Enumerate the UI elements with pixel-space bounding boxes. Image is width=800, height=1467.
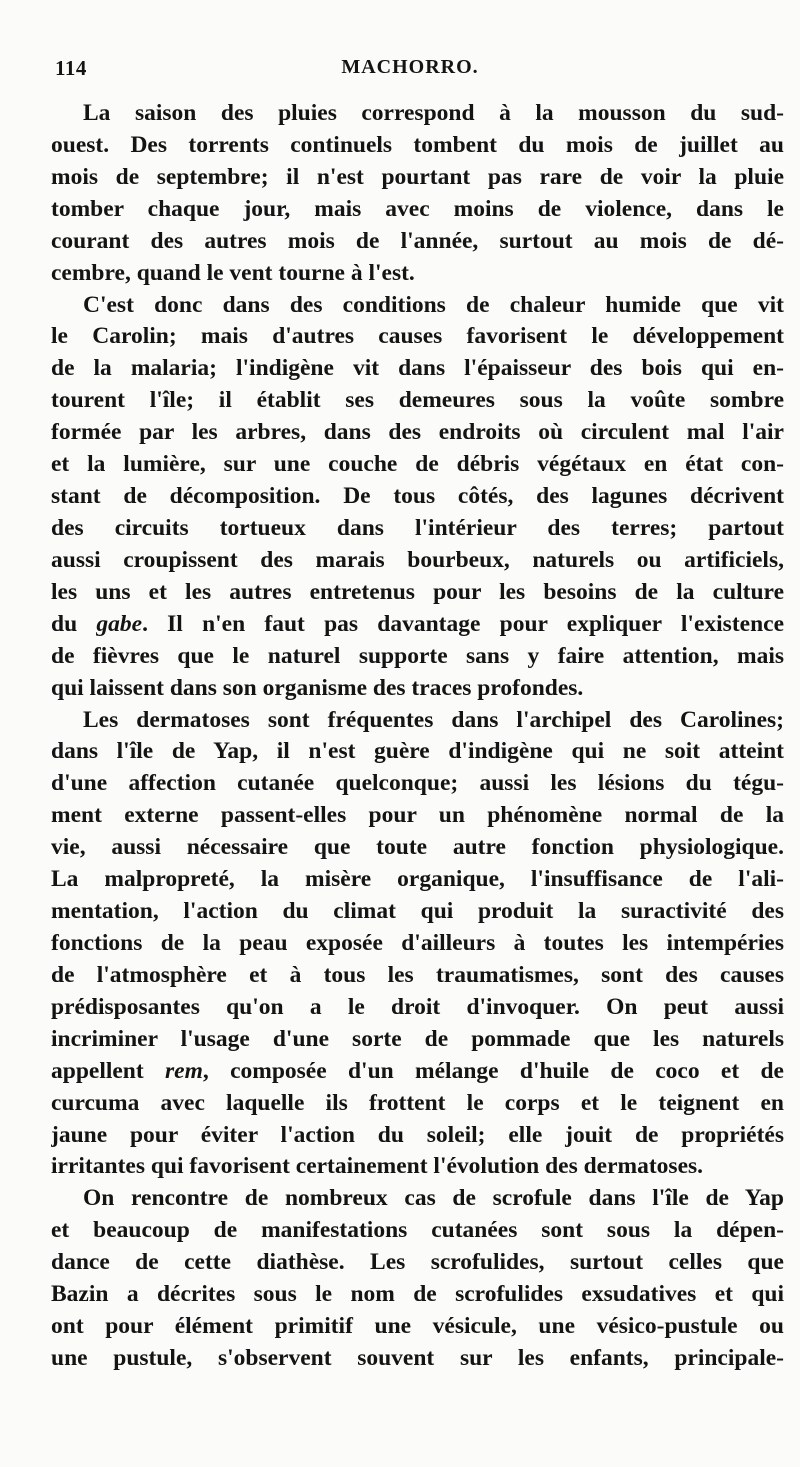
text-line: de la malaria; l'indigène vit dans l'épaisseur des bois qui en- xyxy=(51,355,784,382)
text-line: courant des autres mois de l'année, surtout au mois de dé- xyxy=(51,227,784,254)
text-line: fonctions de la peau exposée d'ailleurs à toutes les intempéries xyxy=(51,929,784,956)
text-line: dans l'île de Yap, il n'est guère d'indigène qui ne soit atteint xyxy=(51,738,784,765)
text-line: C'est donc dans des conditions de chaleur humide que vit xyxy=(83,291,784,318)
text-line: qui laissent dans son organisme des traces profondes. xyxy=(51,674,584,701)
text-line: tomber chaque jour, mais avec moins de violence, dans le xyxy=(51,195,784,222)
text-line: de fièvres que le naturel supporte sans y faire attention, mais xyxy=(51,642,784,669)
text-line: stant de décomposition. De tous côtés, des lagunes décrivent xyxy=(51,483,784,510)
text-line: vie, aussi nécessaire que toute autre fonction physiologique. xyxy=(51,834,784,861)
text-line: aussi croupissent des marais bourbeux, naturels ou artificiels, xyxy=(51,546,784,573)
text-line: les uns et les autres entretenus pour les besoins de la culture xyxy=(51,578,784,605)
text-line: une pustule, s'observent souvent sur les enfants, principale- xyxy=(51,1344,784,1371)
running-title: MACHORRO. xyxy=(341,56,479,78)
page-number: 114 xyxy=(55,56,87,80)
text-line: curcuma avec laquelle ils frottent le corps et le teignent en xyxy=(51,1089,784,1116)
text-line: La malpropreté, la misère organique, l'insuffisance de l'ali- xyxy=(51,866,784,893)
text-line: Les dermatoses sont fréquentes dans l'archipel des Carolines; xyxy=(83,706,784,733)
text-segment: . Il n'en faut pas davantage pour expliquer l'existence xyxy=(142,610,784,637)
text-line: et beaucoup de manifestations cutanées sont sous la dépen- xyxy=(51,1217,784,1244)
text-line: des circuits tortueux dans l'intérieur des terres; partout xyxy=(51,514,784,541)
text-line: irritantes qui favorisent certainement l'évolution des dermatoses. xyxy=(51,1153,704,1180)
text-line: ment externe passent-elles pour un phénomène normal de la xyxy=(51,802,784,829)
text-line: le Carolin; mais d'autres causes favorisent le développement xyxy=(51,323,784,350)
text-segment: du xyxy=(51,610,97,637)
text-line: de l'atmosphère et à tous les traumatismes, sont des causes xyxy=(51,961,784,988)
text-line: ouest. Des torrents continuels tombent du mois de juillet au xyxy=(51,131,784,158)
text-line: La saison des pluies correspond à la mousson du sud- xyxy=(83,100,784,126)
text-line: d'une affection cutanée quelconque; aussi les lésions du tégu- xyxy=(51,770,784,797)
text-line: tourent l'île; il établit ses demeures sous la voûte sombre xyxy=(51,387,784,414)
text-line xyxy=(51,1056,784,1088)
text-line: formée par les arbres, dans des endroits où circulent mal l'air xyxy=(51,419,784,446)
text-line: et la lumière, sur une couche de débris végétaux en état con- xyxy=(51,451,784,478)
text-line: On rencontre de nombreux cas de scrofule dans l'île de Yap xyxy=(83,1185,784,1212)
italic-term: gabe xyxy=(96,610,143,637)
text-line: incriminer l'usage d'une sorte de pommade que les naturels xyxy=(51,1025,784,1052)
text-line: cembre, quand le vent tourne à l'est. xyxy=(51,259,415,286)
text-segment: , composée d'un mélange d'huile de coco et de xyxy=(202,1057,784,1084)
italic-term: rem xyxy=(165,1057,203,1084)
text-line: dance de cette diathèse. Les scrofulides, surtout celles que xyxy=(51,1249,784,1276)
text-segment: appellent xyxy=(51,1057,166,1084)
page-header xyxy=(55,56,765,86)
text-line: mois de septembre; il n'est pourtant pas rare de voir la pluie xyxy=(51,163,784,190)
text-line: jaune pour éviter l'action du soleil; elle jouit de propriétés xyxy=(51,1121,784,1148)
text-line: prédisposantes qu'on a le droit d'invoquer. On peut aussi xyxy=(51,993,784,1020)
text-line: ont pour élément primitif une vésicule, une vésico-pustule ou xyxy=(51,1313,784,1340)
text-line: Bazin a décrites sous le nom de scrofulides exsudatives et qui xyxy=(51,1281,784,1308)
text-line: mentation, l'action du climat qui produit la suractivité des xyxy=(51,898,784,925)
body-text xyxy=(51,98,784,1375)
text-line xyxy=(51,609,784,641)
